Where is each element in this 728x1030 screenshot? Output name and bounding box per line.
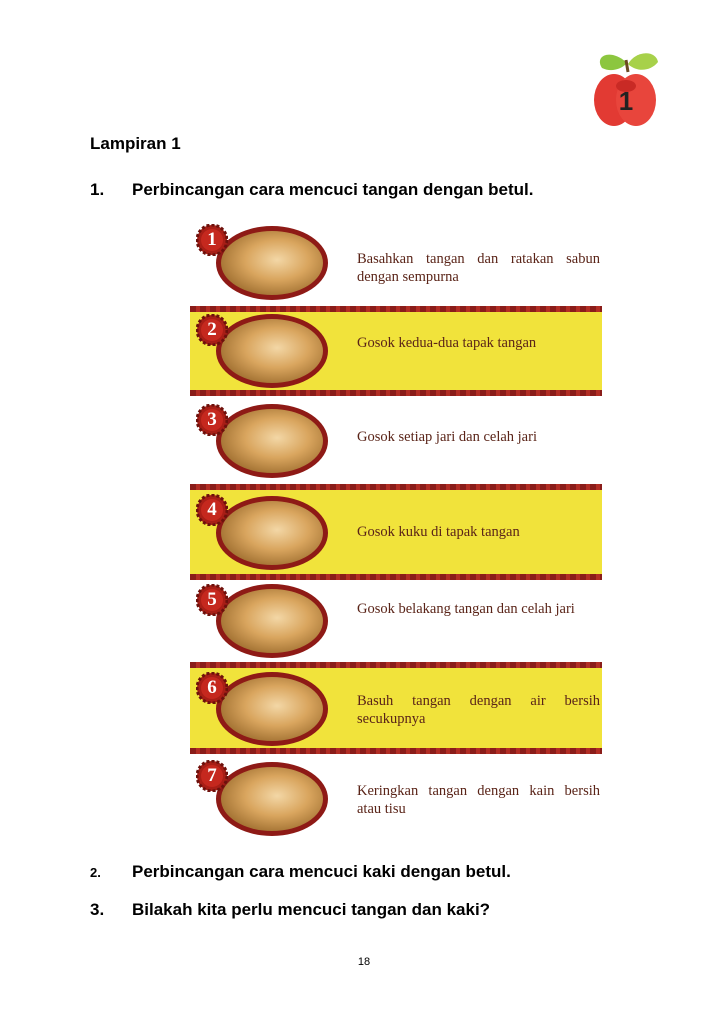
step-7: 7 Keringkan tangan dengan kain bersih atau tisu [190, 760, 602, 840]
step-3-text: Gosok setiap jari dan celah jari [357, 429, 537, 445]
step-6-photo [216, 672, 328, 746]
page-heading: Lampiran 1 [90, 134, 181, 153]
step-5-text: Gosok belakang tangan dan celah jari [357, 601, 575, 617]
list-item: 3. Bilakah kita perlu mencuci tangan dan kaki? [90, 900, 491, 919]
step-2-text: Gosok kedua-dua tapak tangan [357, 335, 537, 351]
step-4-photo [216, 496, 328, 570]
list-item: 2. Perbincangan cara mencuci kaki dengan betul. [90, 862, 511, 881]
step-6: 6 Basuh tangan dengan air bersih secukupnya [190, 668, 602, 748]
page-number: 18 [357, 956, 371, 968]
apple-badge [590, 42, 662, 132]
step-1-photo [216, 226, 328, 300]
step-3-photo [216, 404, 328, 478]
step-4-text: Gosok kuku di tapak tangan [357, 524, 520, 540]
step-7-text: Keringkan tangan dengan kain bersih atau tisu [357, 783, 600, 817]
step-2-photo [216, 314, 328, 388]
handwashing-steps-chart [190, 222, 602, 840]
list-item: 1. Perbincangan cara mencuci tangan dengan betul. [90, 180, 534, 199]
step-1-text: Basahkan tangan dan ratakan sabun dengan sempurna [357, 251, 600, 285]
step-1: 1 Basahkan tangan dan ratakan sabun dengan sempurna [190, 222, 602, 302]
step-2: 2 Gosok kedua-dua tapak tangan [190, 312, 602, 390]
step-3: 3 Gosok setiap jari dan celah jari [190, 400, 602, 480]
step-5-photo [216, 584, 328, 658]
step-4: 4 Gosok kuku di tapak tangan [190, 490, 602, 574]
step-5: 5 Gosok belakang tangan dan celah jari [190, 580, 602, 660]
step-7-photo [216, 762, 328, 836]
badge-number: 1 [618, 86, 634, 116]
step-6-text: Basuh tangan dengan air bersih secukupnya [357, 693, 600, 727]
